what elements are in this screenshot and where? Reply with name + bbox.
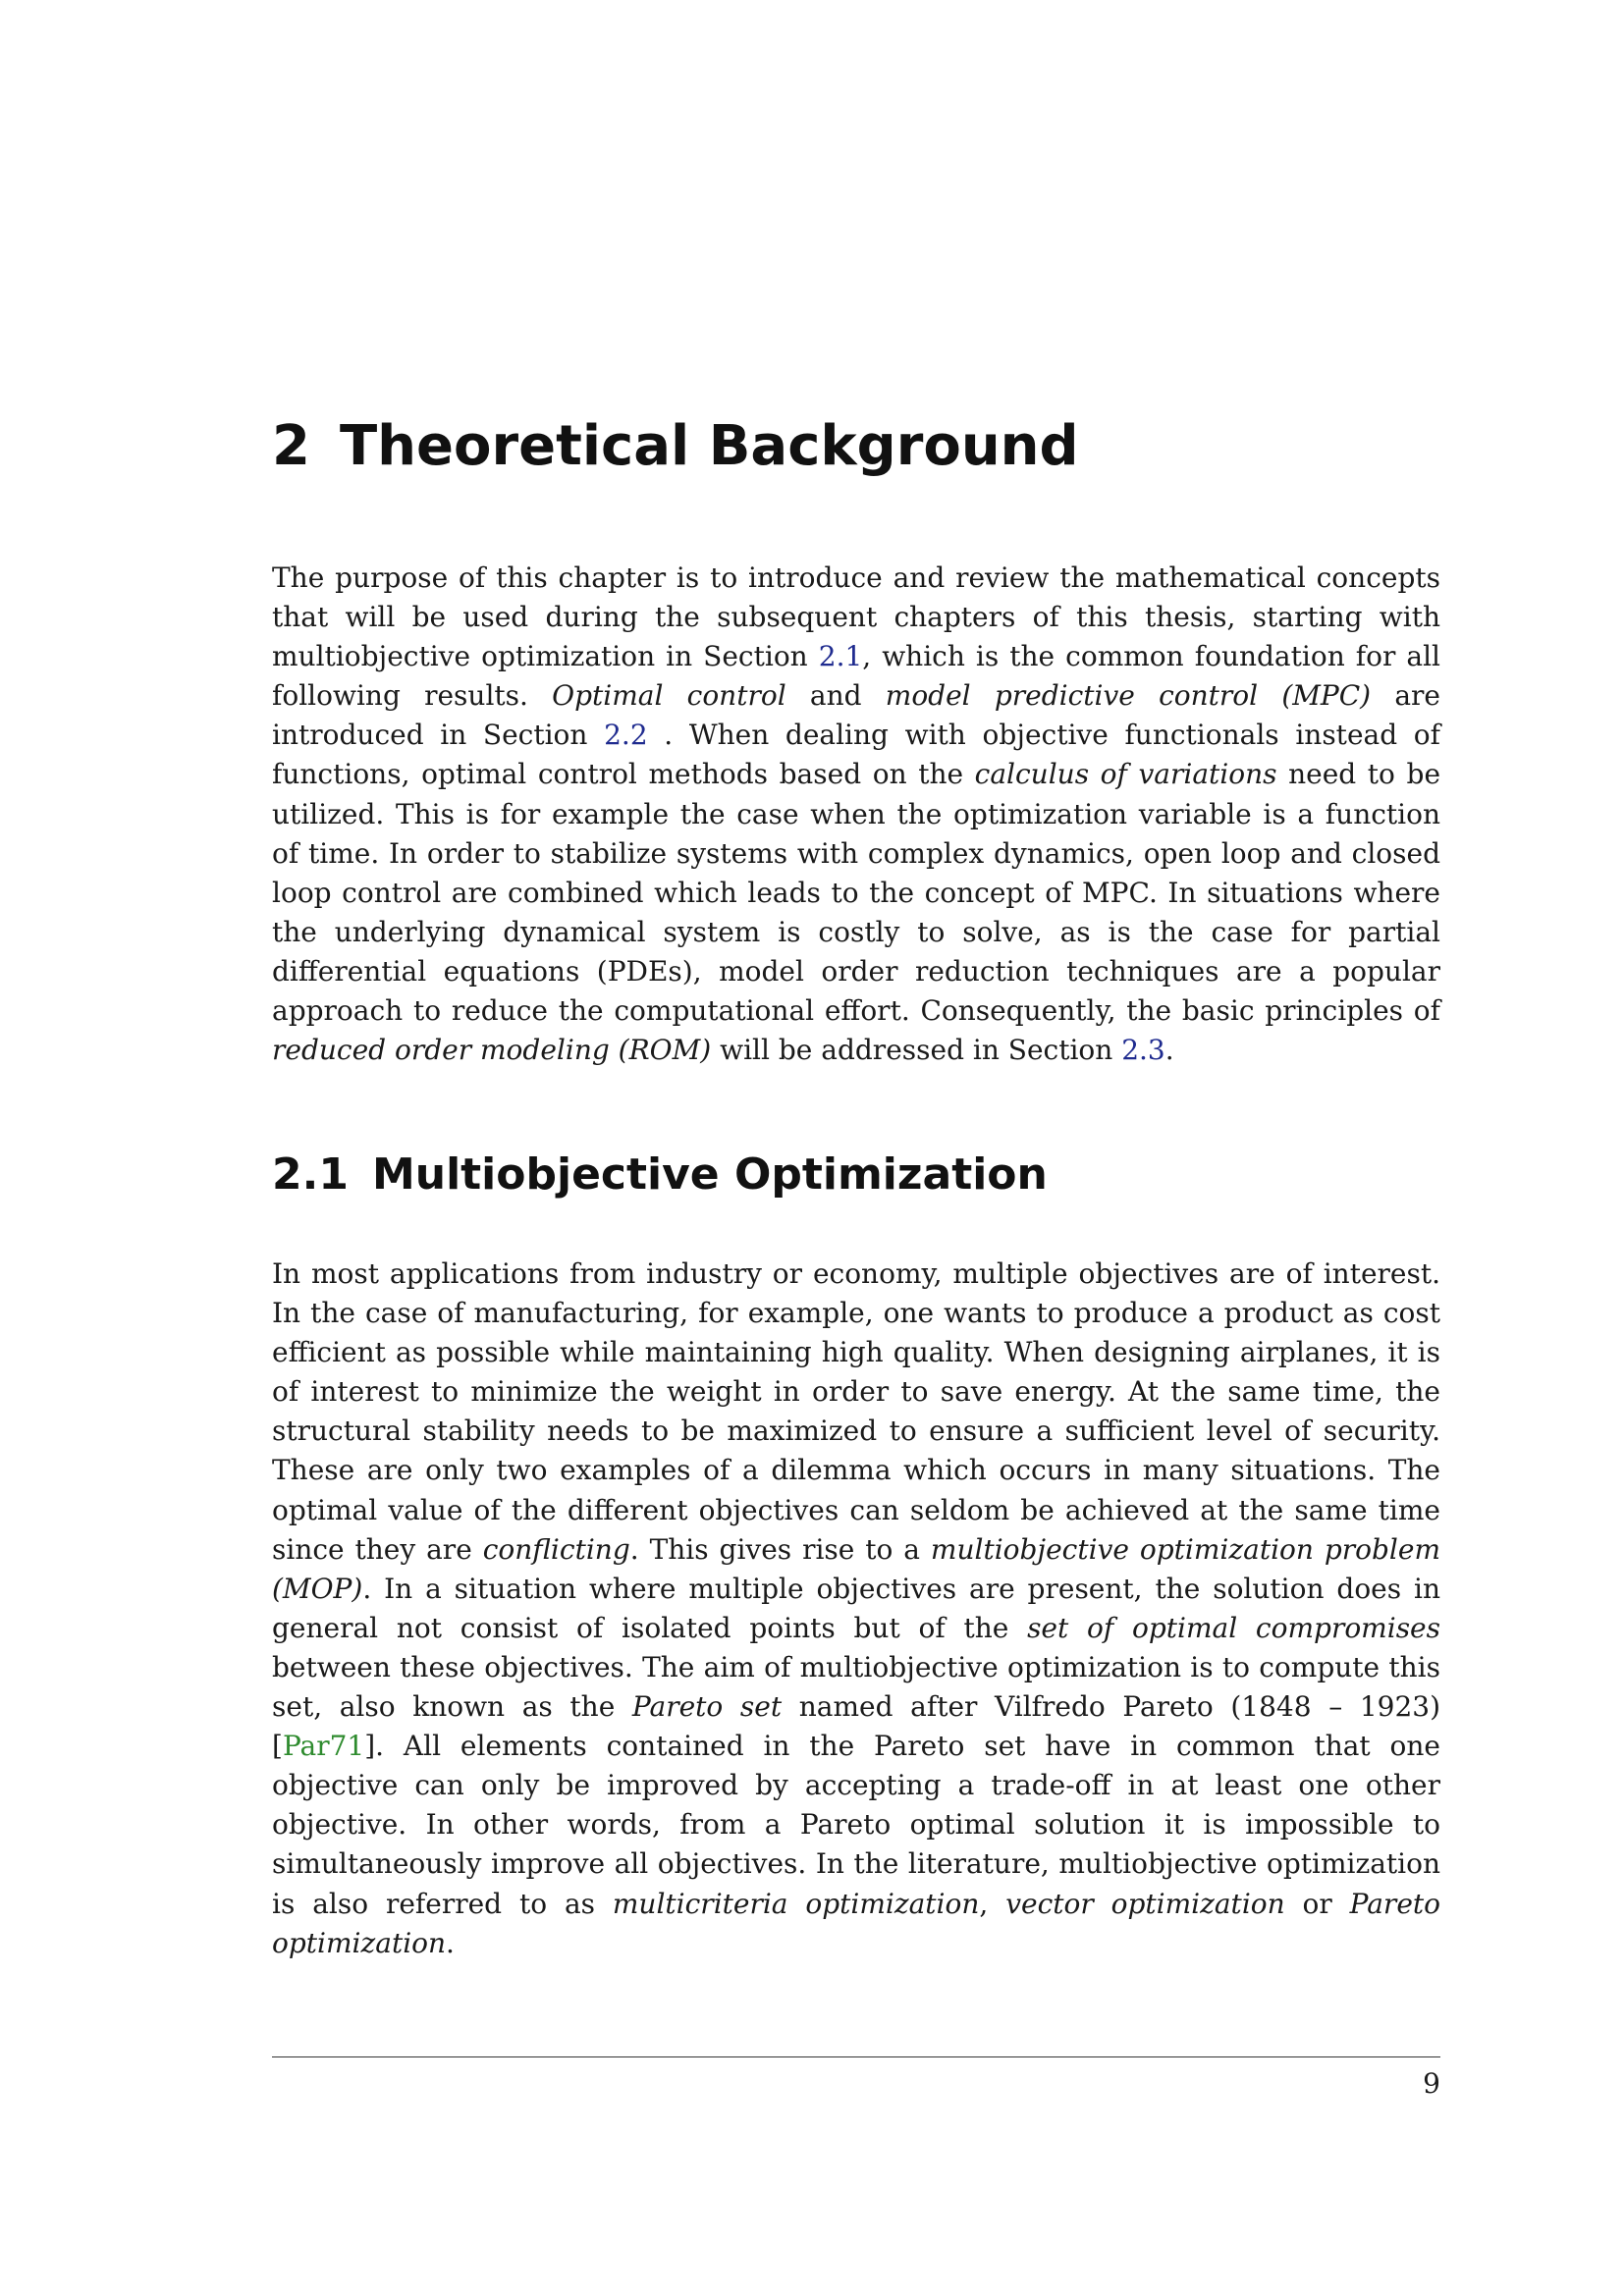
intro-emphasis: model predictive control (MPC) [885,679,1372,713]
intro-text: The purpose of this chapter is to introduce and review the mathematical concepts that will be used during the subsequent chapters of this thesis, starting with multiobjective optimization in Section [272,561,1440,673]
footer-divider [272,2056,1440,2057]
mop-text: . In a situation where multiple objectives are present, the solution does in general not consist of isolated points but of the [272,1572,1440,1644]
chapter-heading [272,412,1450,481]
mop-emphasis: vector optimization [1005,1887,1285,1920]
mop-text: between these objectives. The aim of multiobjective optimization is to compute this set, also known as the [272,1650,1440,1724]
chapter-number: 2 [272,414,310,478]
intro-emphasis: calculus of variations [974,758,1277,791]
section-ref-2-2[interactable]: 2.2 [604,719,648,752]
mop-emphasis: set of optimal compromises [1027,1611,1440,1644]
mop-text: or [1284,1887,1350,1920]
intro-text: . When dealing with objective functionals instead of functions, optimal control methods based on the [272,719,1440,791]
intro-text: and [785,679,886,713]
section-heading [272,1147,1450,1203]
citation-par71[interactable]: Par71 [282,1730,365,1763]
mop-text: In most applications from industry or economy, multiple objectives are of interest. In the case of manufacturing, for example, one wants to produce a product as cost efficient as possible while maintaining high quality. When designing airplanes, it is of interest to minimize the weight in order to save energy. At the same time, the structural stability needs to be maximized to ensure a sufficient level of security. These are only two examples of a dilemma which occurs in many situations. The optimal value of the different objectives can seldom be achieved at the same time since they are [272,1257,1440,1566]
section-ref-2-1[interactable]: 2.1 [818,640,863,673]
chapter-title: Theoretical Background [339,414,1079,478]
intro-text: , which is the common foundation for all following results. [272,640,1441,713]
mop-text: . [446,1926,455,1959]
mop-paragraph [272,1255,1440,1963]
mop-emphasis: Pareto optimization [272,1887,1440,1959]
intro-paragraph [272,559,1440,1070]
mop-emphasis: conflicting [482,1532,630,1566]
intro-text: need to be utilized. This is for example the case when the optimization variable is a function of time. In order to stabilize systems with complex dynamics, open loop and closed loop control are combined which leads to the concept of MPC. In situations where the underlying dynamical system is costly to solve, as is the case for partial differential equations (PDEs), model order reduction techniques are a popular approach to reduce the computational effort. Consequently, the basic principles of [272,758,1441,1028]
section-title: Multiobjective Optimization [371,1149,1048,1200]
mop-text: , [979,1887,1006,1920]
intro-emphasis: reduced order modeling (ROM) [272,1034,712,1067]
section-number: 2.1 [272,1149,349,1200]
mop-text: ]. All elements contained in the Pareto set have in common that one objective can only be improved by accepting a trade-off in at least one other objective. In other words, from a Pareto optimal solution it is impossible to simultaneously improve all objectives. In the literature, multiobjective optimization is also referred to as [272,1730,1440,1920]
mop-emphasis: multicriteria optimization [612,1887,980,1920]
intro-text: are introduced in Section [272,679,1440,752]
mop-emphasis: Pareto set [631,1690,783,1724]
mop-text: named after Vilfredo Pareto (1848 – 1923) [ [272,1690,1441,1763]
intro-text: will be addressed in Section [711,1034,1122,1067]
mop-text: . This gives rise to a [629,1532,931,1566]
mop-emphasis: multiobjective optimization problem (MOP) [272,1532,1440,1605]
section-ref-2-3[interactable]: 2.3 [1121,1034,1165,1067]
page-number: 9 [1423,2067,1440,2100]
intro-text: . [1164,1034,1174,1067]
intro-emphasis: Optimal control [552,679,786,713]
